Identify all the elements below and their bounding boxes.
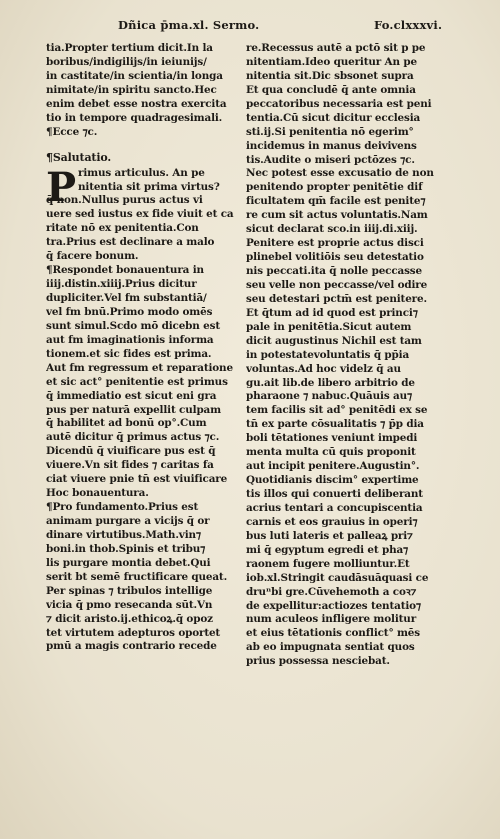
text-line: tionem.et sic fides est prima.	[46, 347, 212, 360]
text-line: et eius tētationis conflict° mēs	[246, 627, 420, 640]
section-heading	[46, 149, 246, 167]
section-heading-text: Salutatio.	[52, 150, 112, 164]
paraph-mark: ¶	[46, 125, 53, 138]
text-line: q̄ facere bonum.	[46, 250, 139, 263]
text-line: Penitere est proprie actus disci	[246, 237, 424, 250]
text-line: autē dicitur q̄ primus actus ⁊c.	[46, 431, 220, 444]
text-line: nimitate/in spiritu sancto.Hec	[46, 83, 217, 96]
text-line: nis peccati.ita q̄ nolle peccasse	[246, 265, 422, 277]
text-line: num aculeos infligere molitur	[246, 613, 417, 626]
text-line: enim debet esse nostra exercita	[46, 97, 227, 110]
running-head-title: Dñica p̄ma.xl. Sermo.	[118, 18, 260, 32]
text-line: aut incipit penitere.Augustin°.	[246, 460, 420, 473]
text-line: pharaone ⁊ nabuc.Quāuis au⁊	[246, 390, 413, 403]
running-head	[0, 14, 500, 34]
text-line: ficultatem qm̄ facile est penite⁊	[246, 195, 426, 208]
text-line: aut fm imaginationis informa	[46, 333, 214, 346]
text-line: vel fm bnū.Primo modo omēs	[46, 305, 213, 318]
text-line	[46, 264, 246, 278]
text-line: Dicendū q̄ viuificare pus est q̄	[46, 445, 216, 458]
text-line: tis.Audite o miseri pctōzes ⁊c.	[246, 153, 415, 166]
text-line: voluntas.Ad hoc videlz q̄ au	[246, 362, 401, 375]
paraph-mark: ¶	[46, 264, 53, 277]
text-line: pus per naturā expellit culpam	[46, 403, 221, 416]
text-line: uere sed iustus ex fide viuit et ca	[46, 208, 234, 221]
paraph-mark: ¶	[46, 501, 53, 514]
text-line-content: Ecce ⁊c.	[52, 125, 98, 138]
text-line: seu detestari pctm̄ est penitere.	[246, 292, 427, 305]
text-line: bus luti lateris et palleaꝝ pri⁊	[246, 529, 413, 542]
text-line: acrius tentari a concupiscentia	[246, 501, 423, 514]
text-line: lis purgare montia debet.Qui	[46, 556, 211, 569]
text-line: nitentiam.Ideo queritur An pe	[246, 55, 417, 68]
text-line: boribus/indigilijs/in ieiunijs/	[46, 55, 207, 68]
text-line: boni.in thob.Spinis et tribu⁊	[46, 542, 206, 555]
text-line: ciat viuere pnie tn̄ est viuificare	[46, 473, 228, 486]
text-line: sti.ij.Si penitentia nō egerim°	[246, 125, 414, 138]
text-line: boli tētationes veniunt impedi	[246, 432, 418, 445]
text-line: re.Recessus autē a pctō sit p pe	[246, 42, 426, 54]
text-line: carnis et eos grauius in operi⁊	[246, 515, 418, 528]
text-line: ab eo impugnata sentiat quos	[246, 641, 415, 654]
text-line: pale in penitētia.Sicut autem	[246, 320, 412, 333]
text-line	[46, 501, 246, 515]
text-line: in potestatevoluntatis q̄ pp̄ia	[246, 348, 410, 361]
text-line: prius possessa nesciebat.	[246, 655, 390, 668]
text-line: de expellitur:actiozes tentatio⁊	[246, 599, 421, 612]
text-line: Quotidianis discim° expertime	[246, 474, 419, 487]
text-line: ritate nō ex penitentia.Con	[46, 222, 199, 235]
text-line-content: Pro fundamento.Prius est	[52, 501, 199, 514]
text-line: q̄ non.Nullus purus actus vi	[46, 194, 203, 207]
spacer	[46, 140, 246, 149]
decorated-initial-letter: P	[46, 163, 76, 211]
text-line: mi q̄ egyptum egredi et pha⁊	[246, 543, 409, 556]
text-line	[46, 126, 246, 140]
left-column	[46, 42, 246, 654]
text-line: q̄ habilitet ad bonū op°.Cum	[46, 417, 207, 430]
text-line: tem facilis sit ad° penitēdi ex se	[246, 404, 428, 417]
text-line: Per spinas ⁊ tribulos intellige	[46, 584, 213, 597]
text-line: Aut fm regressum et reparatione	[46, 361, 233, 374]
folio-number: Fo.clxxxvi.	[374, 18, 443, 32]
text-line: incidemus in manus deivivens	[246, 139, 417, 152]
text-line: q̄ immediatio est sicut eni gra	[46, 389, 217, 402]
text-line-content: Respondet bonauentura in	[52, 264, 204, 277]
text-line: tio in tempore quadragesimali.	[46, 111, 223, 124]
text-line: Nec potest esse excusatio de non	[246, 167, 434, 180]
text-line: rimus articulus. An pe	[78, 166, 205, 179]
text-line: nitentia sit prima virtus?	[78, 180, 220, 193]
text-line: gu.ait lib.de libero arbitrio de	[246, 376, 415, 389]
text-line: raonem fugere molliuntur.Et	[246, 557, 410, 570]
text-line: pmū a magis contrario recede	[46, 640, 217, 653]
text-line: et sic act° penitentie est primus	[46, 375, 228, 388]
text-line: animam purgare a vicijs q̄ or	[46, 515, 210, 527]
text-line: peccatoribus necessaria est peni	[246, 97, 432, 110]
text-line: tn̄ ex parte cōsualitatis ⁊ p̄p dia	[246, 418, 424, 431]
paraph-mark: ¶	[46, 150, 53, 164]
text-line: tet virtutem adepturos oportet	[46, 626, 221, 639]
text-line: Et qua concludē q̄ ante omnia	[246, 83, 416, 96]
text-line: tra.Prius est declinare a malo	[46, 236, 215, 249]
text-line: nitentia sit.Dic sbsonet supra	[246, 69, 414, 82]
text-line: druⁿbi gre.Cūvehemoth a coꝛ⁊	[246, 585, 417, 598]
text-line: viuere.Vn sit fides ⁊ caritas fa	[46, 459, 214, 472]
text-line: iiij.distin.xiiij.Prius dicitur	[46, 278, 197, 291]
text-line: in castitate/in scientia/in longa	[46, 69, 223, 82]
text-line: re cum sit actus voluntatis.Nam	[246, 209, 428, 222]
text-line: ⁊ dicit aristo.ij.ethicoꝝ.q̄ opoz	[46, 612, 213, 625]
text-line: penitendo propter penitētie dif	[246, 181, 423, 194]
text-line: tis illos qui conuerti deliberant	[246, 488, 423, 500]
text-line: iob.xl.Stringit caudāsuāquasi ce	[246, 571, 429, 584]
text-line: dupliciter.Vel fm substantiā/	[46, 292, 207, 304]
text-line: dinare virtutibus.Math.vin⁊	[46, 528, 201, 541]
text-line: tentia.Cū sicut dicitur ecclesia	[246, 111, 421, 124]
text-line: dicit augustinus Nichil est tam	[246, 334, 422, 347]
text-line: plinebel volitiōis seu detestatio	[246, 251, 424, 264]
text-line: sicut declarat sco.in iiij.di.xiij.	[246, 223, 418, 236]
right-column	[246, 42, 446, 669]
text-line: tia.Propter tertium dicit.In la	[46, 42, 213, 54]
text-line: vicia q̄ pmo resecanda sūt.Vn	[46, 598, 213, 611]
text-line: Et q̄tum ad id quod est princi⁊	[246, 306, 418, 319]
text-line: sunt simul.Scdo mō dicebn est	[46, 319, 220, 332]
text-line: seu velle non peccasse/vel odire	[246, 278, 428, 291]
initial-paragraph	[46, 163, 246, 223]
text-line: menta multa cū quis proponit	[246, 446, 416, 459]
text-line: Hoc bonauentura.	[46, 487, 149, 500]
text-line: serit bt semē fructificare queat.	[46, 570, 228, 583]
